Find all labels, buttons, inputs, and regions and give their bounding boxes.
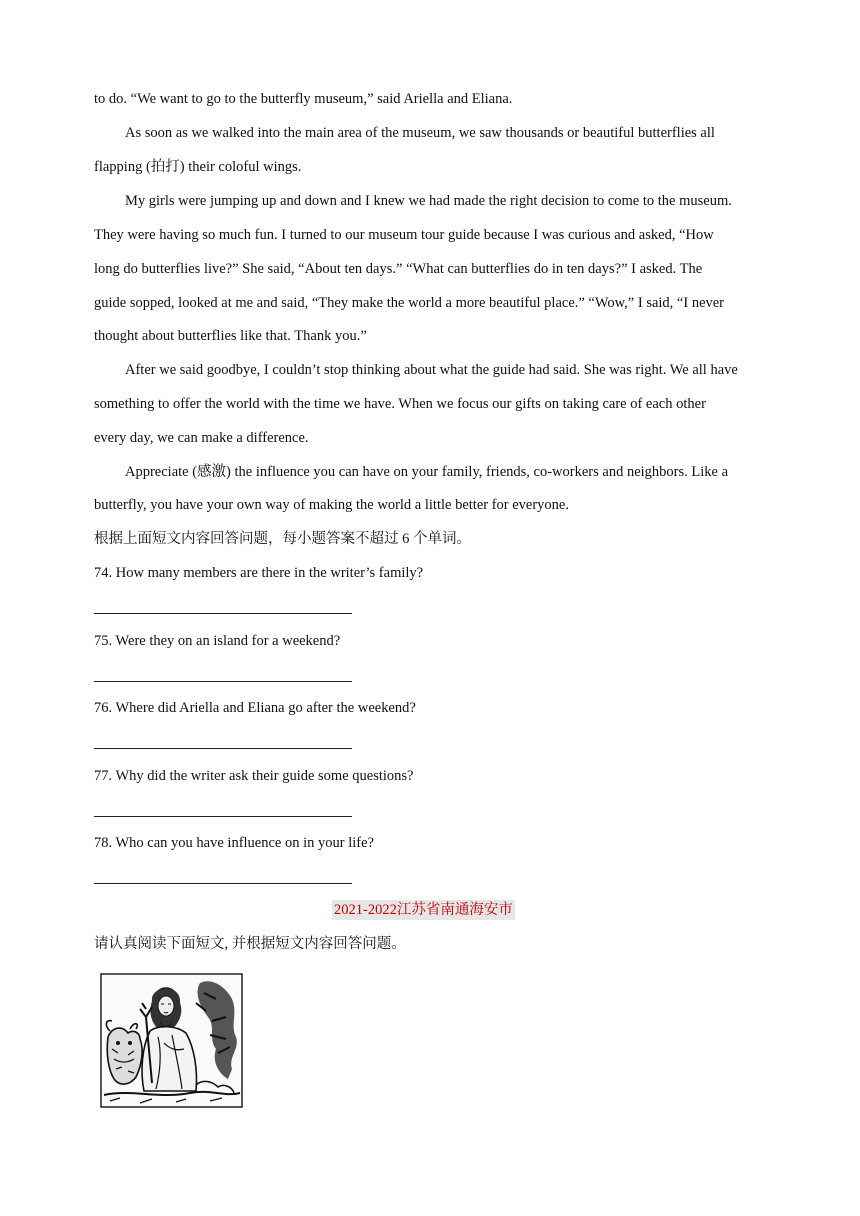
passage-line: butterfly, you have your own way of making the world a little better for everyone. xyxy=(94,497,569,513)
answer-line-74[interactable] xyxy=(94,613,352,614)
passage-line: My girls were jumping up and down and I knew we had made the right decision to come to the museum. xyxy=(125,193,732,209)
passage-line: After we said goodbye, I couldn’t stop thinking about what the guide had said. She was right. We all have xyxy=(125,362,738,378)
answer-line-76[interactable] xyxy=(94,748,352,749)
passage-line: long do butterflies live?” She said, “About ten days.” “What can butterflies do in ten days?” I asked. The xyxy=(94,261,703,277)
answer-line-77[interactable] xyxy=(94,816,352,817)
question-76: 76. Where did Ariella and Eliana go after the weekend? xyxy=(94,700,416,716)
answer-line-78[interactable] xyxy=(94,883,352,884)
passage-line: Appreciate (感激) the influence you can have on your family, friends, co-workers and neighbors. Like a xyxy=(125,464,729,480)
section-heading: 2021-2022江苏省南通海安市 xyxy=(334,902,513,918)
passage-line: guide sopped, looked at me and said, “They make the world a more beautiful place.” “Wow,” I said, “I never xyxy=(94,295,725,311)
question-75: 75. Were they on an island for a weekend? xyxy=(94,633,341,649)
sage-with-ox-illustration xyxy=(100,973,243,1108)
passage-line: flapping (拍打) their coloful wings. xyxy=(94,159,302,175)
passage-line: They were having so much fun. I turned to our museum tour guide because I was curious and asked, “How xyxy=(94,227,714,243)
section-instruction: 请认真阅读下面短文, 并根据短文内容回答问题。 xyxy=(94,936,406,952)
instruction-text: 根据上面短文内容回答问题，每小题答案不超过 6 个单词。 xyxy=(94,531,471,547)
passage-line: As soon as we walked into the main area of the museum, we saw thousands or beautiful butterflies all xyxy=(125,125,715,141)
passage-line: to do. “We want to go to the butterfly museum,” said Ariella and Eliana. xyxy=(94,91,513,107)
passage-line: something to offer the world with the time we have. When we focus our gifts on taking care of each other xyxy=(94,396,706,412)
passage-line: every day, we can make a difference. xyxy=(94,430,309,446)
passage-line: thought about butterflies like that. Thank you.” xyxy=(94,328,367,344)
answer-line-75[interactable] xyxy=(94,681,352,682)
question-78: 78. Who can you have influence on in your life? xyxy=(94,835,374,851)
question-74: 74. How many members are there in the writer’s family? xyxy=(94,565,424,581)
question-77: 77. Why did the writer ask their guide some questions? xyxy=(94,768,414,784)
